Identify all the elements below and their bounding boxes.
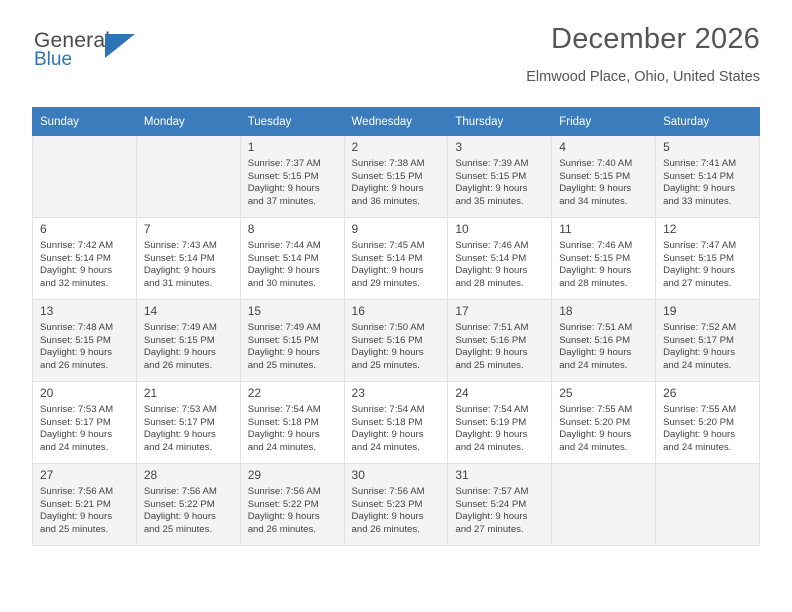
calendar-day-cell [136,382,240,464]
logo-secondary-text: Blue [34,49,73,70]
day-sunrise-text: Sunrise: 7:54 AM [455,404,529,415]
day-number: 27 [40,468,54,482]
day-daylight-text: Daylight: 9 hours [663,429,736,441]
calendar-day-cell [344,136,448,218]
day-sunrise-text: Sunrise: 7:54 AM [351,404,425,415]
weekday-header-tuesday: Tuesday [240,108,344,136]
day-daylight-text: Daylight: 9 hours [40,265,112,277]
day-sunrise-text: Sunrise: 7:44 AM [247,240,321,251]
day-sunset-text: Sunset: 5:22 PM [247,498,319,510]
day-sunrise-text: Sunrise: 7:49 AM [143,322,217,333]
day-sunrise-text: Sunrise: 7:38 AM [351,158,425,169]
day-sunrise-text: Sunrise: 7:51 AM [455,322,529,333]
day-sunset-text: Sunset: 5:18 PM [351,416,423,428]
day-number: 5 [663,140,670,154]
day-number: 13 [40,304,54,318]
day-daylight-text: and 24 minutes. [247,441,316,453]
day-sunset-text: Sunset: 5:23 PM [351,498,423,510]
calendar-table [32,107,760,546]
calendar-day-cell [33,300,137,382]
day-daylight-text: and 25 minutes. [40,523,109,535]
day-daylight-text: Daylight: 9 hours [663,265,736,277]
day-sunset-text: Sunset: 5:18 PM [247,416,319,428]
day-daylight-text: Daylight: 9 hours [455,511,528,523]
day-sunrise-text: Sunrise: 7:39 AM [455,158,529,169]
day-daylight-text: and 28 minutes. [559,277,628,289]
day-daylight-text: Daylight: 9 hours [559,429,632,441]
day-number: 11 [559,222,572,236]
day-daylight-text: and 24 minutes. [663,441,732,453]
day-sunset-text: Sunset: 5:19 PM [455,416,527,428]
calendar-day-empty [33,136,137,218]
calendar-day-cell [136,218,240,300]
day-daylight-text: Daylight: 9 hours [351,183,424,195]
calendar-day-cell [448,382,552,464]
day-sunrise-text: Sunrise: 7:51 AM [559,322,633,333]
calendar-day-cell [448,300,552,382]
day-sunrise-text: Sunrise: 7:56 AM [247,486,321,497]
calendar-day-cell [552,136,656,218]
day-sunset-text: Sunset: 5:15 PM [663,252,734,264]
day-number: 19 [663,304,677,318]
calendar-day-cell [240,136,344,218]
logo [34,30,154,70]
day-number: 3 [455,140,463,154]
calendar-day-cell [344,382,448,464]
day-number: 31 [455,468,469,482]
day-daylight-text: and 25 minutes. [247,359,316,371]
day-daylight-text: and 24 minutes. [143,441,213,453]
day-daylight-text: and 30 minutes. [247,277,316,289]
day-sunset-text: Sunset: 5:20 PM [559,416,631,428]
day-number: 18 [559,304,573,318]
day-sunrise-text: Sunrise: 7:40 AM [559,158,633,169]
day-sunset-text: Sunset: 5:15 PM [559,252,631,264]
weekday-header-thursday: Thursday [448,108,552,136]
day-number: 7 [143,222,151,236]
calendar-day-cell [656,300,760,382]
day-daylight-text: and 27 minutes. [663,277,732,289]
day-sunrise-text: Sunrise: 7:46 AM [455,240,529,251]
weekday-header-wednesday: Wednesday [344,108,448,136]
calendar-day-cell [448,218,552,300]
day-sunset-text: Sunset: 5:14 PM [663,170,734,182]
day-sunrise-text: Sunrise: 7:50 AM [351,322,425,333]
day-daylight-text: Daylight: 9 hours [559,347,632,359]
day-daylight-text: and 26 minutes. [143,359,213,371]
weekday-header-row [33,108,760,136]
calendar-week-row [33,382,760,464]
day-number: 20 [40,386,54,400]
day-sunset-text: Sunset: 5:14 PM [455,252,527,264]
day-number: 25 [559,386,573,400]
day-sunrise-text: Sunrise: 7:53 AM [143,404,217,415]
day-daylight-text: Daylight: 9 hours [143,265,216,277]
calendar-day-cell [344,218,448,300]
day-sunset-text: Sunset: 5:16 PM [559,334,631,346]
day-sunset-text: Sunset: 5:15 PM [40,334,111,346]
day-sunrise-text: Sunrise: 7:56 AM [351,486,425,497]
day-sunset-text: Sunset: 5:21 PM [40,498,111,510]
day-daylight-text: Daylight: 9 hours [247,183,320,195]
day-sunset-text: Sunset: 5:14 PM [351,252,423,264]
day-daylight-text: Daylight: 9 hours [455,265,528,277]
day-daylight-text: Daylight: 9 hours [143,429,216,441]
calendar-day-cell [552,300,656,382]
calendar-day-cell [240,300,344,382]
day-number: 9 [351,222,359,236]
day-daylight-text: and 31 minutes. [143,277,213,289]
day-daylight-text: Daylight: 9 hours [351,511,424,523]
weekday-header-saturday: Saturday [656,108,760,136]
day-daylight-text: Daylight: 9 hours [663,347,736,359]
day-number: 14 [143,304,158,318]
day-daylight-text: Daylight: 9 hours [663,183,736,195]
day-daylight-text: and 34 minutes. [559,195,628,207]
day-sunset-text: Sunset: 5:14 PM [247,252,319,264]
day-sunset-text: Sunset: 5:17 PM [143,416,215,428]
calendar-day-cell [656,136,760,218]
day-sunrise-text: Sunrise: 7:55 AM [559,404,633,415]
calendar-day-cell [344,300,448,382]
day-daylight-text: and 24 minutes. [663,359,732,371]
calendar-day-cell [552,382,656,464]
day-daylight-text: and 37 minutes. [247,195,316,207]
calendar-day-empty [552,464,656,546]
calendar-week-row [33,464,760,546]
day-sunrise-text: Sunrise: 7:41 AM [663,158,737,169]
day-sunrise-text: Sunrise: 7:48 AM [40,322,114,333]
day-number: 29 [247,468,262,482]
day-number: 16 [351,304,365,318]
day-daylight-text: and 27 minutes. [455,523,524,535]
day-daylight-text: Daylight: 9 hours [40,347,112,359]
calendar-day-empty [136,136,240,218]
calendar-day-cell [656,218,760,300]
day-sunset-text: Sunset: 5:14 PM [40,252,111,264]
calendar-day-cell [33,218,137,300]
day-sunrise-text: Sunrise: 7:53 AM [40,404,114,415]
day-daylight-text: and 24 minutes. [559,359,628,371]
day-daylight-text: Daylight: 9 hours [247,429,320,441]
day-daylight-text: and 28 minutes. [455,277,524,289]
calendar-day-empty [656,464,760,546]
day-daylight-text: and 25 minutes. [455,359,524,371]
day-sunrise-text: Sunrise: 7:55 AM [663,404,737,415]
day-sunset-text: Sunset: 5:15 PM [247,334,319,346]
day-sunrise-text: Sunrise: 7:43 AM [143,240,217,251]
day-daylight-text: Daylight: 9 hours [455,347,528,359]
day-sunset-text: Sunset: 5:16 PM [455,334,527,346]
day-daylight-text: Daylight: 9 hours [455,429,528,441]
day-sunrise-text: Sunrise: 7:42 AM [40,240,114,251]
calendar-week-row [33,136,760,218]
day-number: 6 [40,222,47,236]
day-daylight-text: Daylight: 9 hours [143,511,216,523]
calendar-day-cell [33,464,137,546]
day-daylight-text: and 26 minutes. [40,359,109,371]
page-header [32,22,760,96]
weekday-header-friday: Friday [552,108,656,136]
day-number: 1 [247,140,255,154]
day-sunrise-text: Sunrise: 7:56 AM [40,486,114,497]
day-sunrise-text: Sunrise: 7:57 AM [455,486,529,497]
day-daylight-text: Daylight: 9 hours [247,347,320,359]
day-sunset-text: Sunset: 5:14 PM [143,252,215,264]
page-title: December 2026 [551,23,760,55]
day-sunrise-text: Sunrise: 7:52 AM [663,322,737,333]
day-daylight-text: and 35 minutes. [455,195,524,207]
day-sunset-text: Sunset: 5:15 PM [351,170,423,182]
day-sunset-text: Sunset: 5:24 PM [455,498,527,510]
day-daylight-text: and 36 minutes. [351,195,420,207]
day-daylight-text: and 24 minutes. [455,441,524,453]
day-daylight-text: and 29 minutes. [351,277,420,289]
day-number: 8 [247,222,255,236]
calendar-week-row [33,300,760,382]
calendar-day-cell [344,464,448,546]
day-sunset-text: Sunset: 5:15 PM [143,334,215,346]
logo-primary-text: General [34,29,111,52]
day-number: 30 [351,468,365,482]
weekday-header-monday: Monday [136,108,240,136]
day-daylight-text: Daylight: 9 hours [247,511,320,523]
day-daylight-text: Daylight: 9 hours [559,265,632,277]
day-number: 22 [247,386,262,400]
day-number: 28 [143,468,158,482]
day-number: 17 [455,304,469,318]
location-subtitle: Elmwood Place, Ohio, United States [526,69,760,85]
calendar-week-row [33,218,760,300]
calendar-day-cell [656,382,760,464]
day-daylight-text: Daylight: 9 hours [351,429,424,441]
calendar-day-cell [33,382,137,464]
day-sunset-text: Sunset: 5:17 PM [663,334,734,346]
day-number: 2 [351,140,359,154]
day-daylight-text: and 25 minutes. [143,523,213,535]
day-sunset-text: Sunset: 5:22 PM [143,498,215,510]
day-sunrise-text: Sunrise: 7:37 AM [247,158,321,169]
calendar-day-cell [552,218,656,300]
day-number: 24 [455,386,469,400]
day-daylight-text: and 32 minutes. [40,277,109,289]
day-daylight-text: and 24 minutes. [40,441,109,453]
calendar-day-cell [240,382,344,464]
day-number: 15 [247,304,262,318]
day-sunrise-text: Sunrise: 7:49 AM [247,322,321,333]
day-daylight-text: and 25 minutes. [351,359,420,371]
calendar-day-cell [448,136,552,218]
day-sunset-text: Sunset: 5:16 PM [351,334,423,346]
weekday-header-sunday: Sunday [33,108,137,136]
day-daylight-text: and 24 minutes. [559,441,628,453]
calendar-day-cell [240,464,344,546]
day-sunset-text: Sunset: 5:17 PM [40,416,111,428]
day-number: 26 [663,386,677,400]
day-sunset-text: Sunset: 5:15 PM [559,170,631,182]
day-sunrise-text: Sunrise: 7:47 AM [663,240,737,251]
day-daylight-text: Daylight: 9 hours [40,511,112,523]
day-number: 12 [663,222,677,236]
day-number: 21 [143,386,158,400]
day-number: 4 [559,140,566,154]
day-daylight-text: Daylight: 9 hours [247,265,320,277]
calendar-day-cell [448,464,552,546]
day-daylight-text: and 24 minutes. [351,441,420,453]
day-number: 23 [351,386,365,400]
day-sunrise-text: Sunrise: 7:46 AM [559,240,633,251]
day-number: 10 [455,222,469,236]
day-sunrise-text: Sunrise: 7:45 AM [351,240,425,251]
calendar-day-cell [136,300,240,382]
calendar-day-cell [136,464,240,546]
day-daylight-text: and 26 minutes. [247,523,316,535]
day-sunrise-text: Sunrise: 7:54 AM [247,404,321,415]
day-daylight-text: Daylight: 9 hours [455,183,528,195]
day-daylight-text: Daylight: 9 hours [351,347,424,359]
day-daylight-text: and 26 minutes. [351,523,420,535]
day-sunset-text: Sunset: 5:20 PM [663,416,734,428]
calendar-day-cell [240,218,344,300]
day-daylight-text: Daylight: 9 hours [351,265,424,277]
day-daylight-text: Daylight: 9 hours [559,183,632,195]
day-sunset-text: Sunset: 5:15 PM [455,170,527,182]
day-daylight-text: Daylight: 9 hours [40,429,112,441]
triangle-mark-icon [105,34,139,60]
day-sunset-text: Sunset: 5:15 PM [247,170,319,182]
day-sunrise-text: Sunrise: 7:56 AM [143,486,217,497]
day-daylight-text: and 33 minutes. [663,195,732,207]
day-daylight-text: Daylight: 9 hours [143,347,216,359]
